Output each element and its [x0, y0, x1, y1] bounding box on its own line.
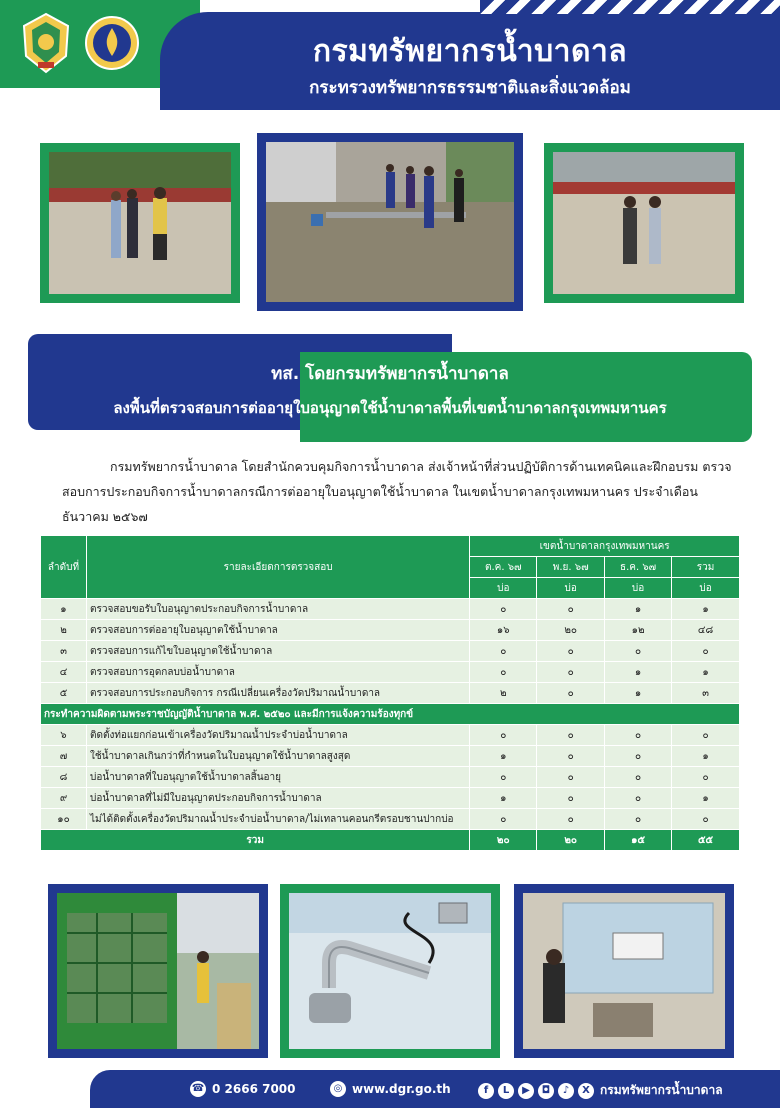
- row-value: ๐: [470, 641, 537, 662]
- row-desc: ไม่ได้ติดตั้งเครื่องวัดปริมาณน้ำประจำบ่อน้ำบาดาล/ไม่เทลานคอนกรีตรอบชานปากบ่อ: [86, 809, 469, 830]
- row-desc: ติดตั้งท่อแยกก่อนเข้าเครื่องวัดปริมาณน้ำประจำบ่อน้ำบาดาล: [86, 725, 469, 746]
- footer-phone[interactable]: [190, 1081, 296, 1097]
- header-unit: บ่อ: [537, 578, 605, 599]
- header-month: ธ.ค. ๖๗: [605, 557, 672, 578]
- intro-paragraph: กรมทรัพยากรน้ำบาดาล โดยสำนักควบคุมกิจการน้ำบาดาล ส่งเจ้าหน้าที่ส่วนปฏิบัติการด้านเทคนิคและฝึกอบรม ตรวจสอบการประกอบกิจการน้ำบาดาลกรณีการต่ออายุใบอนุญาตใช้น้ำบาดาล ในเขตน้ำบาดาลกรุงเทพมหานคร ประจำเดือน ธันวาคม ๒๕๖๗: [62, 459, 732, 524]
- row-value: ๐: [605, 767, 672, 788]
- row-desc: ตรวจสอบการประกอบกิจการ กรณีเปลี่ยนเครื่องวัดปริมาณน้ำบาดาล: [86, 683, 469, 704]
- row-value: ๒: [470, 683, 537, 704]
- headline-line-1: ทส. โดยกรมทรัพยากรน้ำบาดาล: [271, 364, 509, 384]
- footer-website[interactable]: [330, 1081, 451, 1097]
- footer-bar: [90, 1070, 780, 1108]
- row-value: ๐: [537, 683, 605, 704]
- row-value: ๐: [605, 641, 672, 662]
- row-desc: ตรวจสอบการต่ออายุใบอนุญาตใช้น้ำบาดาล: [86, 620, 469, 641]
- photo-fenced-well: [48, 884, 268, 1058]
- row-value: ๑: [605, 683, 672, 704]
- footer-phone-text: 0 2666 7000: [212, 1082, 296, 1096]
- table-row: [41, 683, 740, 704]
- photo-meter-box: [514, 884, 734, 1058]
- row-value: ๑: [605, 599, 672, 620]
- footer-website-text: www.dgr.go.th: [352, 1082, 451, 1096]
- row-value: ๐: [672, 767, 740, 788]
- header-unit: บ่อ: [470, 578, 537, 599]
- row-value: ๐: [672, 809, 740, 830]
- table-row: [41, 788, 740, 809]
- row-no: ๔: [41, 662, 87, 683]
- row-value: ๑๒: [605, 620, 672, 641]
- row-value: ๐: [470, 599, 537, 620]
- row-value: ๑: [470, 788, 537, 809]
- row-desc: บ่อน้ำบาดาลที่ใบอนุญาตใช้น้ำบาดาลสิ้นอายุ: [86, 767, 469, 788]
- total-value: ๕๕: [672, 830, 740, 851]
- table-row: [41, 599, 740, 620]
- header-zone: เขตน้ำบาดาลกรุงเทพมหานคร: [470, 536, 740, 557]
- footer-social: [478, 1081, 723, 1100]
- row-value: ๑: [672, 662, 740, 683]
- row-value: ๒๐: [537, 620, 605, 641]
- ministry-emblem-logo: [18, 12, 74, 74]
- row-value: ๑๖: [470, 620, 537, 641]
- table-row: [41, 725, 740, 746]
- row-no: ๕: [41, 683, 87, 704]
- row-desc: บ่อน้ำบาดาลที่ไม่มีใบอนุญาตประกอบกิจการน้ำบาดาล: [86, 788, 469, 809]
- row-no: ๗: [41, 746, 87, 767]
- line-icon[interactable]: L: [498, 1083, 514, 1099]
- header-month: พ.ย. ๖๗: [537, 557, 605, 578]
- row-no: ๘: [41, 767, 87, 788]
- row-no: ๓: [41, 641, 87, 662]
- row-value: ๑: [605, 662, 672, 683]
- row-no: ๒: [41, 620, 87, 641]
- table-row: [41, 620, 740, 641]
- row-value: ๐: [537, 725, 605, 746]
- phone-icon: ☎: [190, 1081, 206, 1097]
- facebook-icon[interactable]: f: [478, 1083, 494, 1099]
- row-desc: ใช้น้ำบาดาลเกินกว่าที่กำหนดในใบอนุญาตใช้น้ำบาดาลสูงสุด: [86, 746, 469, 767]
- row-value: ๐: [605, 725, 672, 746]
- globe-icon: ◎: [330, 1081, 346, 1097]
- total-label: รวม: [41, 830, 470, 851]
- header-unit: บ่อ: [672, 578, 740, 599]
- row-value: ๐: [537, 767, 605, 788]
- row-no: ๙: [41, 788, 87, 809]
- row-desc: ตรวจสอบการอุดกลบบ่อน้ำบาดาล: [86, 662, 469, 683]
- row-value: ๐: [672, 725, 740, 746]
- header-desc: รายละเอียดการตรวจสอบ: [86, 536, 469, 599]
- photo-wellhead-pipe: [280, 884, 500, 1058]
- row-value: ๐: [537, 788, 605, 809]
- inspection-table: [40, 535, 740, 851]
- table-row: [41, 662, 740, 683]
- header-no: ลำดับที่: [41, 536, 87, 599]
- table-row: [41, 746, 740, 767]
- photo-well-site: [257, 133, 523, 311]
- photo-inspection-team-2: [544, 143, 744, 303]
- table-row: [41, 809, 740, 830]
- row-desc: ตรวจสอบขอรับใบอนุญาตประกอบกิจการน้ำบาดาล: [86, 599, 469, 620]
- row-value: ๐: [672, 641, 740, 662]
- row-value: ๔๘: [672, 620, 740, 641]
- row-value: ๐: [605, 809, 672, 830]
- row-value: ๐: [470, 725, 537, 746]
- row-value: ๐: [537, 809, 605, 830]
- table-section-row: [41, 704, 740, 725]
- total-value: ๑๕: [605, 830, 672, 851]
- header-subtitle: กระทรวงทรัพยากรธรรมชาติและสิ่งแวดล้อม: [309, 78, 631, 98]
- header-title: กรมทรัพยากรน้ำบาดาล: [312, 34, 628, 69]
- header-total: รวม: [672, 557, 740, 578]
- department-seal-logo: [84, 12, 140, 74]
- row-value: ๑: [672, 746, 740, 767]
- row-desc: ตรวจสอบการแก้ไขใบอนุญาตใช้น้ำบาดาล: [86, 641, 469, 662]
- footer-social-name: กรมทรัพยากรน้ำบาดาล: [600, 1083, 723, 1097]
- row-value: ๐: [537, 599, 605, 620]
- row-value: ๑: [470, 746, 537, 767]
- table-row: [41, 641, 740, 662]
- row-value: ๐: [605, 746, 672, 767]
- header-unit: บ่อ: [605, 578, 672, 599]
- section-title: กระทำความผิดตามพระราชบัญญัติน้ำบาดาล พ.ศ. ๒๕๒๐ และมีการแจ้งความร้องทุกข์: [41, 704, 740, 725]
- row-no: ๑: [41, 599, 87, 620]
- row-value: ๓: [672, 683, 740, 704]
- row-value: ๐: [470, 767, 537, 788]
- row-value: ๐: [537, 662, 605, 683]
- table-row: [41, 767, 740, 788]
- x-icon[interactable]: X: [578, 1083, 594, 1099]
- headline-line-2: ลงพื้นที่ตรวจสอบการต่ออายุใบอนุญาตใช้น้ำบาดาลพื้นที่เขตน้ำบาดาลกรุงเทพมหานคร: [113, 399, 667, 417]
- row-no: ๖: [41, 725, 87, 746]
- table-total-row: [41, 830, 740, 851]
- row-value: ๐: [537, 746, 605, 767]
- youtube-icon[interactable]: ▶: [518, 1083, 534, 1099]
- row-value: ๐: [537, 641, 605, 662]
- row-value: ๑: [672, 599, 740, 620]
- photo-inspection-team-1: [40, 143, 240, 303]
- header-stripes: [480, 0, 780, 14]
- tiktok-icon[interactable]: ♪: [558, 1083, 574, 1099]
- total-value: ๒๐: [470, 830, 537, 851]
- header-month: ต.ค. ๖๗: [470, 557, 537, 578]
- row-value: ๐: [470, 809, 537, 830]
- row-no: ๑๐: [41, 809, 87, 830]
- row-value: ๐: [605, 788, 672, 809]
- instagram-icon[interactable]: ◘: [538, 1083, 554, 1099]
- row-value: ๐: [470, 662, 537, 683]
- total-value: ๒๐: [537, 830, 605, 851]
- row-value: ๑: [672, 788, 740, 809]
